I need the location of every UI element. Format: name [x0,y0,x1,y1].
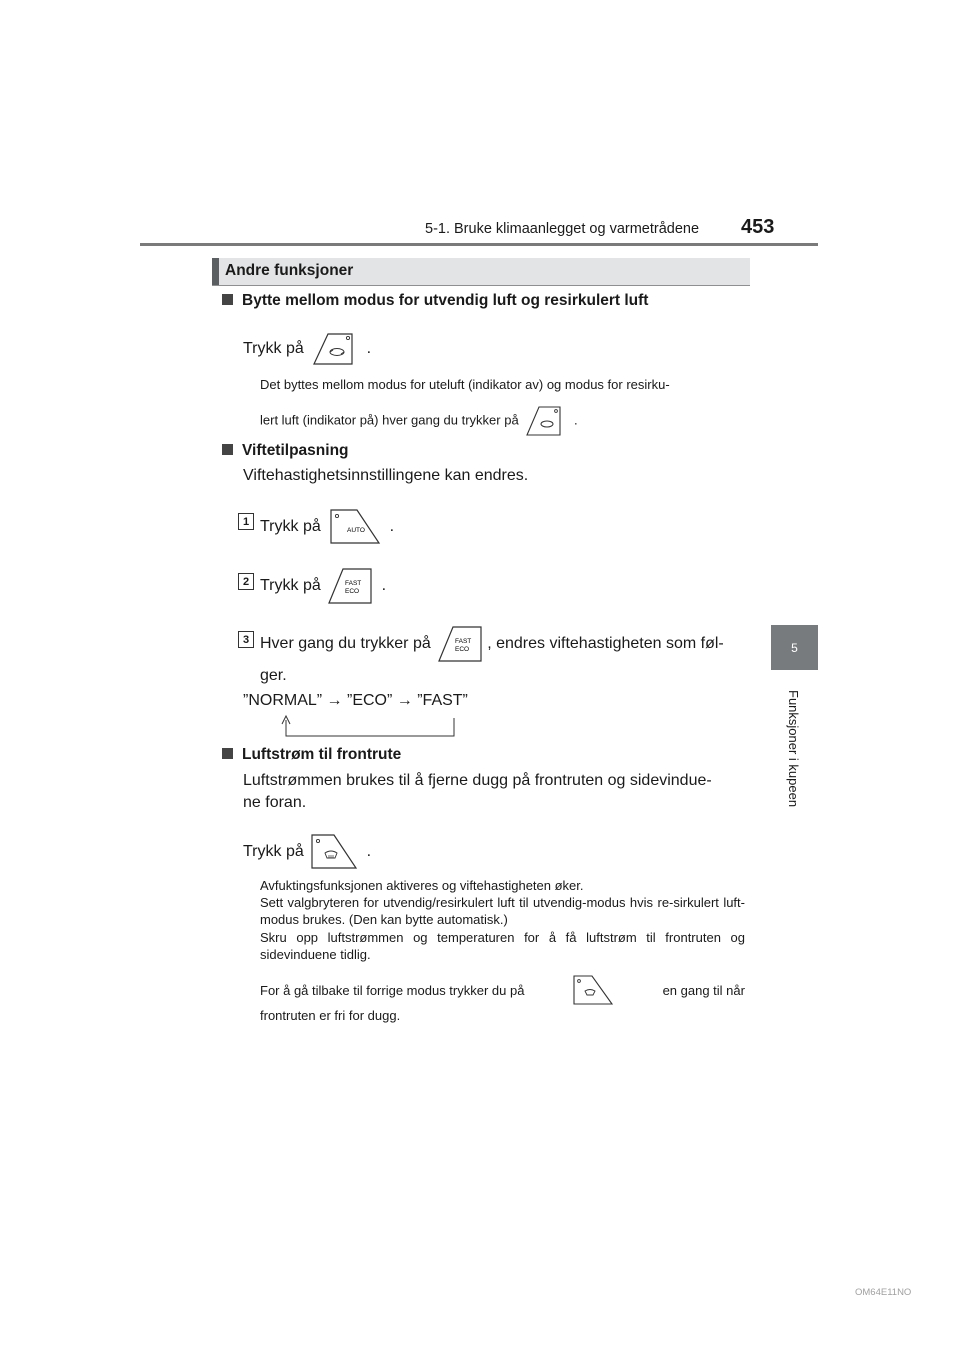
defrost-note4-prefix: For å gå tilbake til forrige modus trykker du på [260,982,525,998]
step-number-1: 1 [238,513,254,530]
eco-label: ECO [455,646,470,653]
chapter-title: 5-1. Bruke klimaanlegget og varmetrådene [425,221,700,237]
defrost-instruction [243,832,371,872]
fan-heading-text: Viftetilpasning [242,442,349,459]
square-bullet-icon [222,444,233,455]
defrost-note4-cont: frontruten er fri for dugg. [260,1008,401,1023]
defrost-body-line1: Luftstrømmen brukes til å fjerne dugg på frontruten og sidevindue- [243,772,712,789]
chapter-tab-number: 5 [791,640,798,655]
square-bullet-icon [222,294,233,305]
fan-mode-sequence: ”NORMAL” → ”ECO” → ”FAST” [243,692,468,709]
page-number: 453 [741,216,775,238]
fan-step2-end: . [381,577,387,595]
chapter-tab-label: Funksjoner i kupeen [786,690,801,808]
fan-step1 [260,507,394,547]
fan-step3-cont: ger. [260,667,287,684]
defrost-heading [222,746,401,764]
recirc-note-line1: Det byttes mellom modus for uteluft (indikator av) og modus for resirku- [260,377,670,392]
fan-step2 [260,565,386,607]
fan-step2-text: Trykk på [260,577,321,595]
recirc-instruction-text: Trykk på [243,340,304,358]
section-title: Andre funksjoner [225,262,354,279]
windshield-defrost-button-icon [570,973,618,1007]
defrost-instruction-text: Trykk på [243,843,304,861]
fan-intro: Viftehastighetsinnstillingene kan endres. [243,467,529,484]
header-divider [140,243,818,246]
fan-step1-end: . [389,518,395,536]
defrost-note4 [260,973,745,1007]
auto-button-icon [325,507,385,547]
defrost-body-line2: ne foran. [243,794,307,811]
auto-button-label: AUTO [347,527,366,534]
step-number-2: 2 [238,573,254,590]
fast-eco-button-icon [435,623,487,665]
recirc-note-end: . [573,412,578,428]
recirc-heading-text: Bytte mellom modus for utvendig luft og resirkulert luft [242,292,649,309]
fan-step3-text: Hver gang du trykker på [260,635,431,653]
fan-heading [222,442,349,460]
defrost-note3: Skru opp luftstrømmen og temperaturen for å få luftstrøm til frontruten og sidevinduene tidlig. [260,930,745,962]
recirculation-button-icon [522,404,570,438]
recirc-note-line2-text: lert luft (indikator på) hver gang du trykker på [260,412,519,428]
recirc-note-line2 [260,404,578,438]
defrost-note4-suffix: en gang til når [662,982,745,998]
recirc-instruction [243,330,371,368]
fast-eco-button-icon [325,565,377,607]
defrost-heading-text: Luftstrøm til frontrute [242,746,402,763]
fast-label: FAST [345,580,362,587]
recirculation-button-icon [308,330,362,368]
recirc-heading [222,292,648,310]
defrost-note2: Sett valgbryteren for utvendig/resirkulert luft til utvendig-modus hvis re-sirkulert luft-modus brukes. (Den kan bytte automatisk.) [260,895,745,927]
section-header [212,258,750,286]
chapter-tab [771,625,818,670]
document-code: OM64E11NO [855,1287,912,1298]
fan-step3 [260,623,724,665]
eco-label: ECO [345,588,360,595]
defrost-note1: Avfuktingsfunksjonen aktiveres og viftehastigheten øker. [260,878,584,893]
fast-label: FAST [455,638,472,645]
windshield-defrost-button-icon [308,832,362,872]
cycle-return-arrow-icon [278,714,460,740]
fan-step1-text: Trykk på [260,518,321,536]
defrost-dot: . [366,843,372,861]
fan-step3-rest: , endres viftehastigheten som føl- [487,635,724,653]
step-number-3: 3 [238,631,254,648]
square-bullet-icon [222,748,233,759]
recirc-dot: . [366,340,372,358]
